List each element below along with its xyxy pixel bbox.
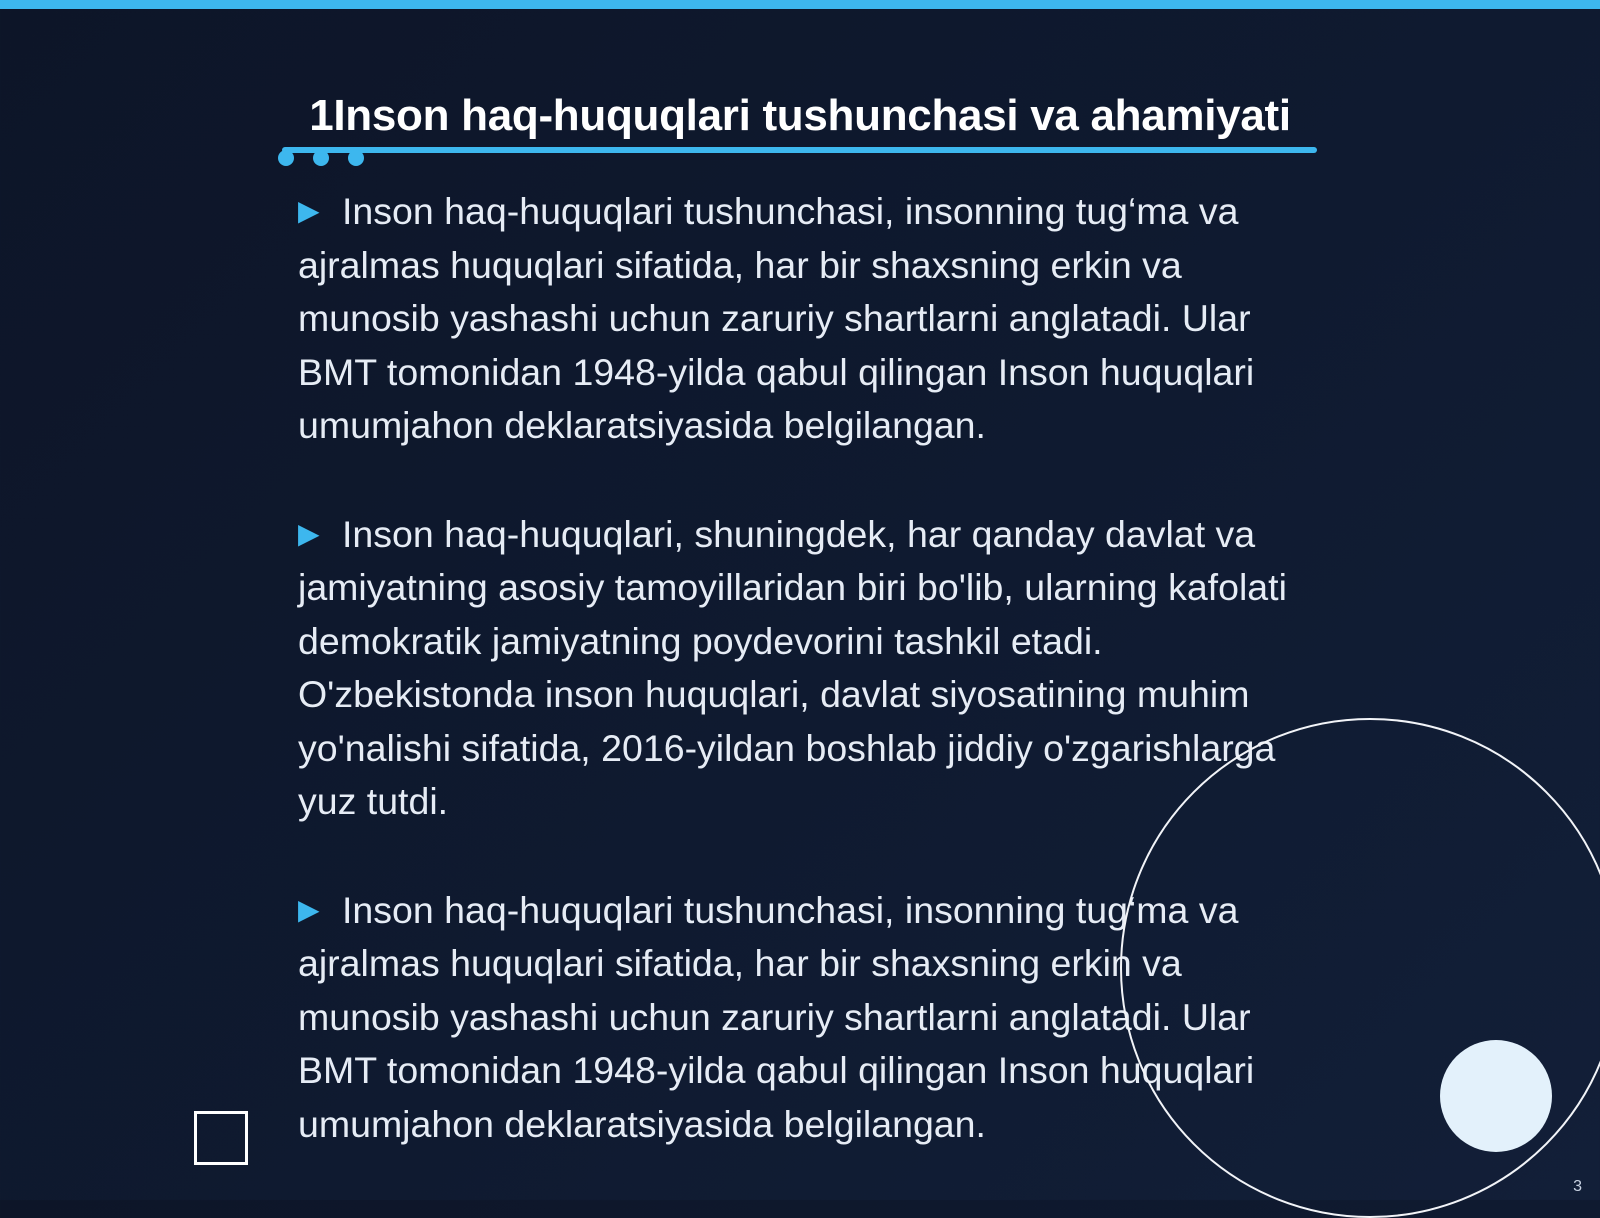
bullet-text: Inson haq-huquqlari tushunchasi, insonning tug‘ma va ajralmas huquqlari sifatida, har bir shaxsning erkin va munosib yashashi uchun zaruriy shartlarni anglatadi. Ular BMT tomonidan 1948-yilda qabul qilingan Inson huquqlari umumjahon deklaratsiyasida belgilangan. — [298, 190, 1255, 446]
triangle-right-icon: ▶ — [298, 893, 320, 925]
title-underline — [282, 147, 1317, 153]
slide-title: 1Inson haq-huquqlari tushunchasi va ahamiyati — [309, 91, 1291, 140]
decorative-square — [194, 1111, 248, 1165]
underline-dot — [278, 150, 294, 166]
bullet-text: Inson haq-huquqlari tushunchasi, insonning tug‘ma va ajralmas huquqlari sifatida, har bir shaxsning erkin va munosib yashashi uchun zaruriy shartlarni anglatadi. Ular BMT tomonidan 1948-yilda qabul qilingan Inson huquqlari umumjahon deklaratsiyasida belgilangan. — [298, 888, 1255, 1145]
top-accent-bar — [0, 0, 1600, 9]
bullet-item — [298, 507, 1308, 829]
decorative-ring — [1120, 718, 1600, 1218]
underline-dot — [348, 150, 364, 166]
triangle-right-icon: ▶ — [298, 517, 320, 549]
triangle-right-icon: ▶ — [298, 195, 320, 226]
decorative-disc — [1440, 1040, 1552, 1152]
underline-dot — [313, 150, 329, 166]
bullet-item — [298, 184, 1308, 453]
bullet-text: Inson haq-huquqlari, shuningdek, har qanday davlat va jamiyatning asosiy tamoyillaridan biri bo'lib, ularning kafolati demokratik jamiyatning poydevorini tashkil etadi. O'zbekistonda inson huquqlari, davlat siyosatining muhim yo'nalishi sifatida, 2016-yildan boshlab jiddiy o'zgarishlarga yuz tutdi. — [298, 512, 1287, 822]
page-number: 3 — [1573, 1178, 1582, 1195]
